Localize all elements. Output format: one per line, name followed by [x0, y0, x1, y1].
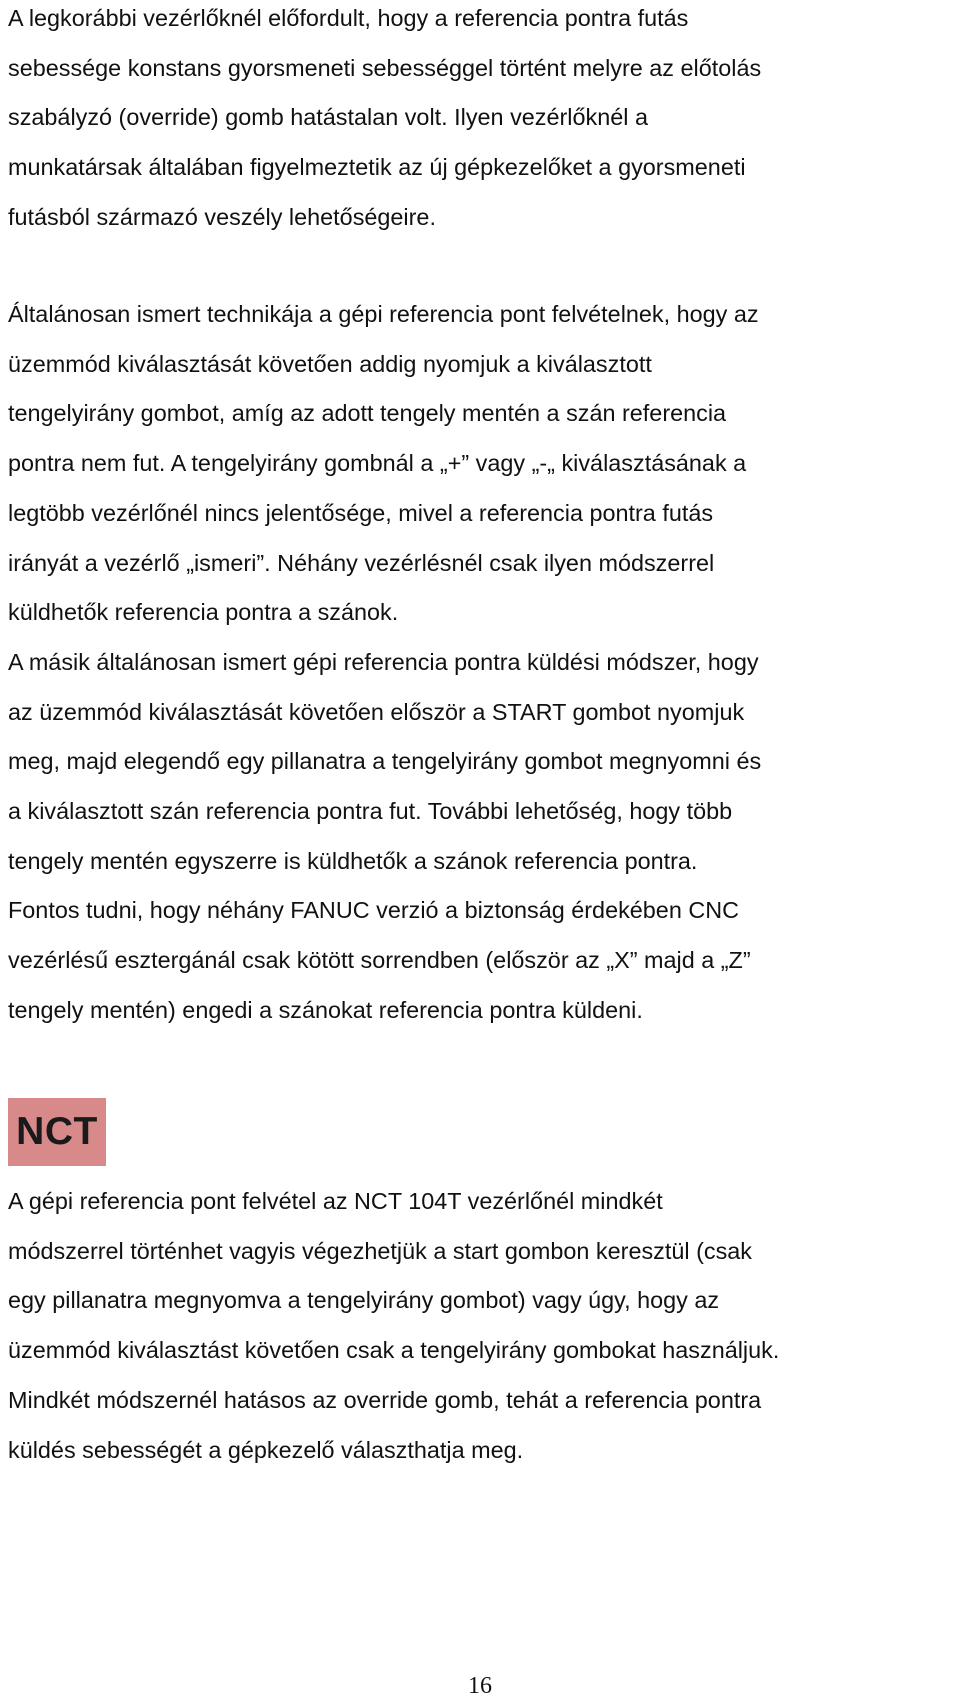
- text-line: munkatársak általában figyelmeztetik az új gépkezelőket a gyorsmeneti: [8, 154, 746, 181]
- nct-section-badge: [8, 1098, 106, 1166]
- text-line: egy pillanatra megnyomva a tengelyirány gombot) vagy úgy, hogy az: [8, 1287, 720, 1314]
- text-line: sebessége konstans gyorsmeneti sebességgel történt melyre az előtolás: [8, 54, 762, 81]
- text-line: A gépi referencia pont felvétel az NCT 104T vezérlőnél mindkét: [8, 1188, 663, 1214]
- text-line: meg, majd elegendő egy pillanatra a tengelyirány gombot megnyomni és: [8, 748, 762, 775]
- text-line: futásból származó veszély lehetőségeire.: [8, 203, 436, 230]
- text-line: az üzemmód kiválasztását követően először a START gombot nyomjuk: [8, 698, 745, 725]
- text-line: tengely mentén egyszerre is küldhetők a szánok referencia pontra.: [8, 847, 698, 874]
- text-line: A legkorábbi vezérlőknél előfordult, hogy a referencia pontra futás: [8, 5, 689, 31]
- text-line: irányát a vezérlő „ismeri”. Néhány vezérlésnél csak ilyen módszerrel: [8, 549, 715, 576]
- text-line: szabályzó (override) gomb hatástalan volt. Ilyen vezérlőknél a: [8, 104, 648, 131]
- text-line: küldhetők referencia pontra a szánok.: [8, 599, 399, 626]
- text-line: tengely mentén) engedi a szánokat referencia pontra küldeni.: [8, 996, 643, 1023]
- text-line: küldés sebességét a gépkezelő választhatja meg.: [8, 1436, 524, 1463]
- text-line: módszerrel történhet vagyis végezhetjük a start gombon keresztül (csak: [8, 1237, 752, 1264]
- paragraph-reference-speed: [8, 0, 960, 243]
- text-line: a kiválasztott szán referencia pontra fut. További lehetőség, hogy több: [8, 798, 733, 825]
- text-line: A másik általánosan ismert gépi referencia pontra küldési módszer, hogy: [8, 648, 759, 675]
- nct-label: NCT: [16, 1110, 98, 1153]
- text-line: Általánosan ismert technikája a gépi referencia pont felvételnek, hogy az: [8, 301, 759, 327]
- text-line: üzemmód kiválasztását követően addig nyomjuk a kiválasztott: [8, 350, 652, 377]
- text-line: vezérlésű esztergánál csak kötött sorrendben (először az „X” majd a „Z”: [8, 947, 751, 974]
- text-line: legtöbb vezérlőnél nincs jelentősége, mivel a referencia pontra futás: [8, 499, 714, 526]
- text-line: Mindkét módszernél hatásos az override gomb, tehát a referencia pontra: [8, 1386, 762, 1413]
- text-line: Fontos tudni, hogy néhány FANUC verzió a biztonság érdekében CNC: [8, 897, 740, 924]
- paragraph-nct-104t: [8, 1177, 960, 1475]
- paragraph-reference-techniques: [8, 290, 960, 1036]
- text-line: pontra nem fut. A tengelyirány gombnál a „+” vagy „-„ kiválasztásának a: [8, 450, 747, 477]
- text-line: tengelyirány gombot, amíg az adott tengely mentén a szán referencia: [8, 400, 727, 427]
- text-line: üzemmód kiválasztást követően csak a tengelyirány gombokat használjuk.: [8, 1337, 780, 1364]
- page-number: 16: [468, 1673, 492, 1699]
